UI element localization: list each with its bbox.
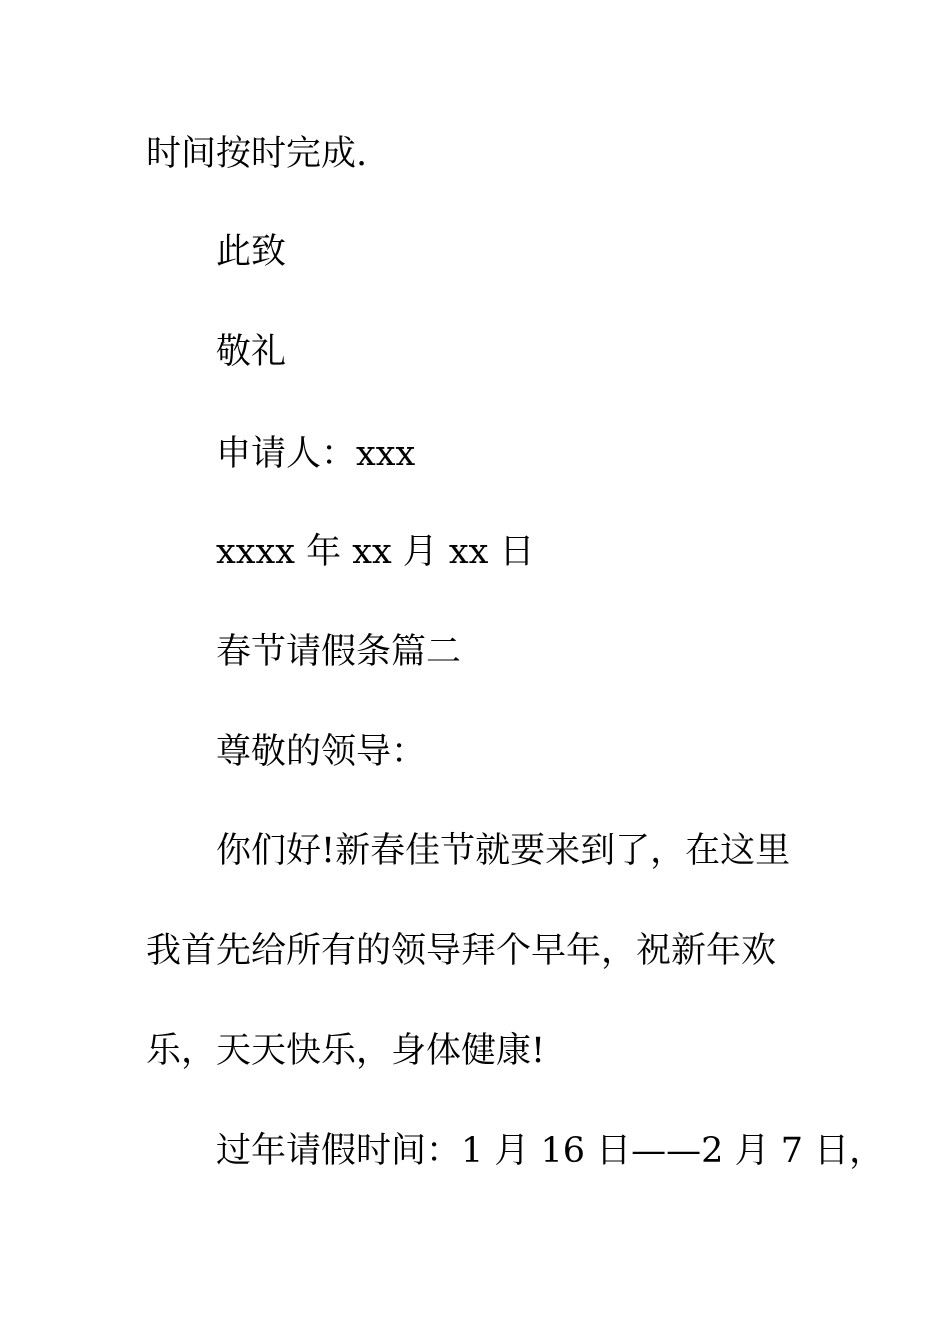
body-text-line: 时间按时完成.: [146, 134, 368, 174]
body-text-line: 过年请假时间：1 月 16 日——2 月 7 日，: [216, 1131, 885, 1171]
body-text-line: 你们好!新春佳节就要来到了，在这里: [216, 831, 791, 871]
applicant-line: 申请人：xxx: [216, 434, 416, 474]
body-text-line: 乐，天天快乐，身体健康!: [146, 1031, 546, 1071]
body-text-line: 我首先给所有的领导拜个早年，祝新年欢: [146, 931, 777, 971]
greeting-line: 尊敬的领导：: [216, 732, 427, 772]
closing-line: 此致: [216, 232, 287, 272]
salutation-line: 敬礼: [216, 332, 287, 372]
date-line: xxxx 年 xx 月 xx 日: [216, 532, 535, 572]
section-heading: 春节请假条篇二: [216, 632, 462, 672]
